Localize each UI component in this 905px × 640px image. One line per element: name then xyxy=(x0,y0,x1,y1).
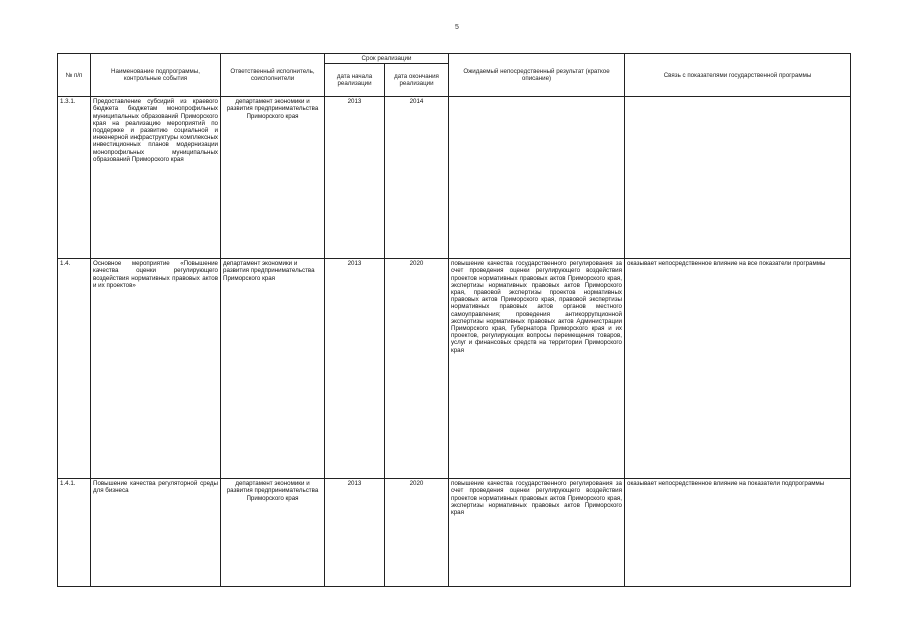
header-end: дата окончания реализации xyxy=(385,64,449,97)
row-resp: департамент экономики и развития предпринимательства Приморского края xyxy=(221,479,325,587)
row-end: 2014 xyxy=(385,97,449,259)
row-result xyxy=(449,97,625,259)
row-link: оказывает непосредственное влияние на показатели подпрограммы xyxy=(625,479,851,587)
row-resp: департамент экономики и развития предпринимательства Приморского края xyxy=(221,97,325,259)
row-start: 2013 xyxy=(325,97,385,259)
row-resp: департамент экономики и развития предпринимательства Приморского края xyxy=(221,259,325,479)
header-resp: Ответственный исполнитель, соисполнители xyxy=(221,54,325,97)
row-result: повышение качества государственного регулирования за счет проведения оценки регулирующего воздействия проектов нормативных правовых актов Приморского края, экспертизы нормативных правовых актов Приморского края xyxy=(449,479,625,587)
header-name: Наименование подпрограммы, контрольные события xyxy=(91,54,221,97)
row-link xyxy=(625,97,851,259)
row-link: оказывает непосредственное влияние на все показатели программы xyxy=(625,259,851,479)
page-number: 5 xyxy=(455,24,459,31)
row-name: Основное мероприятие «Повышение качества оценки регулирующего воздействия нормативных правовых актов и их проектов» xyxy=(91,259,221,479)
row-name: Предоставление субсидий из краевого бюджета бюджетам монопрофильных муниципальных образований Приморского края на реализацию мероприятий по поддержке и развитию социальной и инженерной инфраструктуры комплексных инвестиционных планов модернизации монопрофильных муниципальных образований Приморского края xyxy=(91,97,221,259)
header-term: Срок реализации xyxy=(325,54,449,64)
row-num: 1.4. xyxy=(58,259,91,479)
row-end: 2020 xyxy=(385,479,449,587)
row-start: 2013 xyxy=(325,479,385,587)
header-start: дата начала реализации xyxy=(325,64,385,97)
header-result: Ожидаемый непосредственный результат (краткое описание) xyxy=(449,54,625,97)
row-start: 2013 xyxy=(325,259,385,479)
row-result: повышение качества государственного регулирования за счет проведения оценки регулирующего воздействия проектов нормативных правовых актов Приморского края, экспертизы нормативных правовых актов Приморского края, правовой экспертизы проектов нормативных правовых актов Приморского края, правовой экспертизы нормативных правовых актов органов местного самоуправления; проведения антикоррупционной экспертизы нормативных правовых актов Администрации Приморского края, Губернатора Приморского края и их проектов, регулирующих вопросы перемещения товаров, услуг и финансовых средств на территории Приморского края xyxy=(449,259,625,479)
row-num: 1.3.1. xyxy=(58,97,91,259)
header-num: № п/п xyxy=(58,54,91,97)
row-end: 2020 xyxy=(385,259,449,479)
header-link: Связь с показателями государственной программы xyxy=(625,54,851,97)
row-name: Повышение качества регуляторной среды для бизнеса xyxy=(91,479,221,587)
table-row xyxy=(58,479,851,587)
table-row xyxy=(58,259,851,479)
row-num: 1.4.1. xyxy=(58,479,91,587)
table-row xyxy=(58,97,851,259)
program-table xyxy=(57,53,851,587)
